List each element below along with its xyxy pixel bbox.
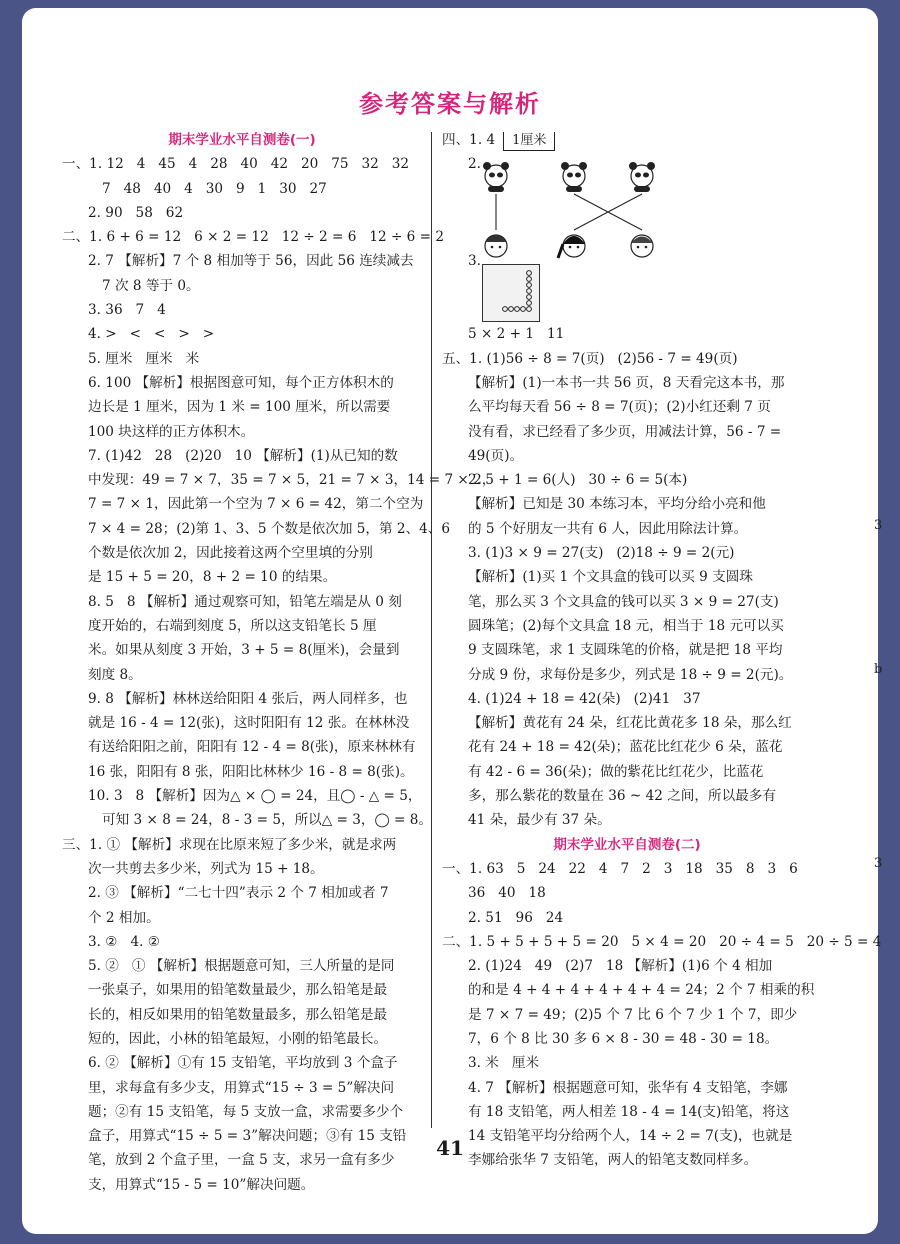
answer-line: 7 = 7 × 1，因此第一个空为 7 × 6 = 42，第二个空为	[88, 496, 424, 513]
answer-line: 笔，那么买 3 个文具盒的钱可以买 3 × 9 = 27(支)	[468, 593, 779, 610]
answer-line: 多，那么紫花的数量在 36 ~ 42 之间，所以最多有	[468, 788, 776, 805]
column-divider	[431, 132, 432, 1128]
panda-icon	[561, 162, 587, 192]
answer-line: 2. 51 96 24	[468, 909, 564, 926]
answer-line: 二、1. 5 + 5 + 5 + 5 = 20 5 × 4 = 20 20 ÷ 4 = 5 20 ÷ 5 = 4	[442, 933, 882, 950]
child-icon	[485, 235, 507, 257]
answer-line: 李娜给张华 7 支铅笔，两人的铅笔支数同样多。	[468, 1152, 758, 1169]
answer-line: 有 42 - 6 = 36(朵)；做的紫花比红花少，比蓝花	[468, 763, 764, 780]
answer-line: 49(页)。	[468, 447, 524, 464]
answer-line: 可知 3 × 8 = 24，8 - 3 = 5，所以△ = 3，◯ = 8。	[102, 812, 432, 829]
edge-mark: 3	[874, 856, 883, 871]
child-icon	[558, 235, 585, 258]
answer-line: 3. ② 4. ②	[88, 933, 160, 950]
match-lines	[496, 194, 642, 230]
answer-line-q4-2: 2.	[468, 156, 481, 173]
answer-line: 支，用算式“15 - 5 = 10”解决问题。	[88, 1176, 315, 1193]
answer-line: 【解析】黄花有 24 朵，红花比黄花多 18 朵，那么红	[468, 715, 792, 732]
answer-line: 边长是 1 厘米，因为 1 米 = 100 厘米，所以需要	[88, 399, 391, 416]
answer-line: 米。如果从刻度 3 开始，3 + 5 = 8(厘米)，会量到	[88, 642, 400, 659]
answer-line: 分成 9 份，求每份是多少，列式是 18 ÷ 9 = 2(元)。	[468, 666, 793, 683]
answer-line: 7. (1)42 28 (2)20 10 【解析】(1)从已知的数	[88, 447, 398, 464]
answer-line: 二、1. 6 + 6 = 12 6 × 2 = 12 12 ÷ 2 = 6 12 ÷ 6 = 2	[62, 229, 445, 246]
answer-line: 度开始的，右端到刻度 5，所以这支铅笔长 5 厘	[88, 617, 377, 634]
answer-line: 笔，放到 2 个盒子里，一盒 5 支，求另一盒有多少	[88, 1152, 395, 1169]
answer-line: 9 支圆珠笔，求 1 支圆珠笔的价格，就是把 18 平均	[468, 642, 783, 659]
answer-line: 三、1. ① 【解析】求现在比原来短了多少米，就是求两	[62, 836, 397, 853]
answer-line: 8. 5 8 【解析】通过观察可知，铅笔左端是从 0 刻	[88, 593, 402, 610]
page-number: 41	[436, 1136, 464, 1160]
answer-line: 就是 16 - 4 = 12(张)，这时阳阳有 12 张。在林林没	[88, 715, 410, 732]
answer-line: 【解析】(1)一本书一共 56 页，8 天看完这本书，那	[468, 374, 785, 391]
answer-line: 一、1. 63 5 24 22 4 7 2 3 18 35 8 3 6	[442, 860, 798, 877]
answer-line: 3. 36 7 4	[88, 302, 166, 319]
answer-line: 5. 厘米 厘米 米	[88, 350, 200, 367]
answer-line: 花有 24 + 18 = 42(朵)；蓝花比红花少 6 朵，蓝花	[468, 739, 783, 756]
answer-line: 的和是 4 + 4 + 4 + 4 + 4 + 4 = 24；2 个 7 相乘的积	[468, 982, 815, 999]
answer-line: 一、1. 12 4 45 4 28 40 42 20 75 32 32	[62, 156, 410, 173]
answer-line: 长的，相反如果用的铅笔数量最多，那么铅笔是最	[88, 1006, 388, 1023]
answer-line: 五、1. (1)56 ÷ 8 = 7(页) (2)56 - 7 = 49(页)	[442, 350, 738, 367]
page-title: 参考答案与解析	[359, 89, 541, 118]
answer-line: 2. ③ 【解析】“二七十四”表示 2 个 7 相加或者 7	[88, 885, 389, 902]
answer-line: 2. 5 + 1 = 6(人) 30 ÷ 6 = 5(本)	[468, 472, 688, 489]
answer-line: 盒子，用算式“15 ÷ 5 = 3”解决问题；③有 15 支铅	[88, 1128, 407, 1145]
answer-line: 【解析】(1)买 1 个文具盒的钱可以买 9 支圆珠	[468, 569, 753, 586]
answer-line: 2. (1)24 49 (2)7 18 【解析】(1)6 个 4 相加	[468, 958, 773, 975]
answer-line-q4-3: 3.	[468, 253, 481, 270]
answer-line: 有 18 支铅笔，两人相差 18 - 4 = 14(支)铅笔，将这	[468, 1103, 790, 1120]
answer-line: 36 40 18	[468, 885, 546, 902]
edge-mark: 3	[874, 518, 883, 533]
answer-line: 3. (1)3 × 9 = 27(支) (2)18 ÷ 9 = 2(元)	[468, 545, 735, 562]
edge-mark: b	[874, 662, 883, 677]
answer-line: 题；②有 15 支铅笔，每 5 支放一盒，求需要多少个	[88, 1103, 404, 1120]
dot-pattern-figure	[482, 264, 540, 322]
answer-line: 6. 100 【解析】根据图意可知，每个正方体积木的	[88, 374, 394, 391]
ruler-figure: 1厘米	[503, 132, 555, 151]
answer-line-q4-3-answer: 5 × 2 + 1 11	[468, 326, 565, 343]
answer-line: 刻度 8。	[88, 666, 142, 683]
answer-line: 的 5 个好朋友一共有 6 人，因此用除法计算。	[468, 520, 748, 537]
answer-line: 是 7 × 7 = 49；(2)5 个 7 比 6 个 7 少 1 个 7，即少	[468, 1006, 798, 1023]
matching-figure	[474, 160, 674, 260]
answer-line: 7 次 8 等于 0。	[102, 277, 200, 294]
q4-1-label: 四、1. 4	[442, 132, 496, 148]
answer-line: 2. 90 58 62	[88, 204, 184, 221]
answer-line: 次一共剪去多少米，列式为 15 + 18。	[88, 860, 324, 877]
answer-line: 100 块这样的正方体积木。	[88, 423, 255, 440]
answer-line: 9. 8 【解析】林林送给阳阳 4 张后，两人同样多，也	[88, 690, 408, 707]
answer-line: 短的，因此，小林的铅笔最短，小刚的铅笔最长。	[88, 1030, 388, 1047]
section-title-exam-1: 期末学业水平自测卷(一)	[168, 132, 316, 148]
panda-icon	[629, 162, 655, 192]
answer-line: 圆珠笔；(2)每个文具盒 18 元，相当于 18 元可以买	[468, 617, 784, 634]
answer-line: 41 朵，最少有 37 朵。	[468, 812, 611, 829]
answer-line: 4. 7 【解析】根据题意可知，张华有 4 支铅笔，李娜	[468, 1079, 788, 1096]
answer-line: 有送给阳阳之前，阳阳有 12 - 4 = 8(张)，原来林林有	[88, 739, 416, 756]
answer-line: 是 15 + 5 = 20，8 + 2 = 10 的结果。	[88, 569, 337, 586]
answer-line: 没有看，求已经看了多少页，用减法计算，56 - 7 =	[468, 423, 782, 440]
answer-line: 个 2 相加。	[88, 909, 160, 926]
answer-line: 7 48 40 4 30 9 1 30 27	[102, 180, 327, 197]
answer-line: 7 × 4 = 28；(2)第 1、3、5 个数是依次加 5，第 2、4、6	[88, 520, 451, 537]
answer-line: 个数是依次加 2，因此接着这两个空里填的分别	[88, 545, 373, 562]
section-title-exam-2: 期末学业水平自测卷(二)	[553, 836, 701, 853]
answer-line: 10. 3 8 【解析】因为△ × ◯ = 24，且◯ - △ = 5，	[88, 788, 422, 805]
answer-line: 6. ② 【解析】①有 15 支铅笔，平均放到 3 个盒子	[88, 1055, 398, 1072]
answer-line: 4. > < < > >	[88, 326, 215, 343]
answer-line: 一张桌子，如果用的铅笔数量最少，那么铅笔是最	[88, 982, 388, 999]
answer-line-q4-1	[442, 128, 812, 152]
answer-line: 么平均每天看 56 ÷ 8 = 7(页)；(2)小红还剩 7 页	[468, 399, 771, 416]
answer-line: 5. ② ① 【解析】根据题意可知，三人所量的是同	[88, 958, 395, 975]
child-icon	[631, 235, 653, 257]
answer-line: 中发现：49 = 7 × 7，35 = 7 × 5，21 = 7 × 3，14 = 7 × 2，	[88, 472, 496, 489]
answer-line: 16 张，阳阳有 8 张，阳阳比林林少 16 - 8 = 8(张)。	[88, 763, 414, 780]
answer-line: 3. 米 厘米	[468, 1055, 540, 1072]
answer-line: 14 支铅笔平均分给两个人，14 ÷ 2 = 7(支)，也就是	[468, 1128, 793, 1145]
panda-icon	[483, 162, 509, 192]
answer-line: 里，求每盒有多少支，用算式“15 ÷ 3 = 5”解决问	[88, 1079, 395, 1096]
answer-line: 【解析】已知是 30 本练习本，平均分给小亮和他	[468, 496, 766, 513]
answer-line: 2. 7 【解析】7 个 8 相加等于 56，因此 56 连续减去	[88, 253, 414, 270]
answer-line: 7，6 个 8 比 30 多 6 × 8 - 30 = 48 - 30 = 18。	[468, 1030, 779, 1047]
answer-line: 4. (1)24 + 18 = 42(朵) (2)41 37	[468, 690, 701, 707]
